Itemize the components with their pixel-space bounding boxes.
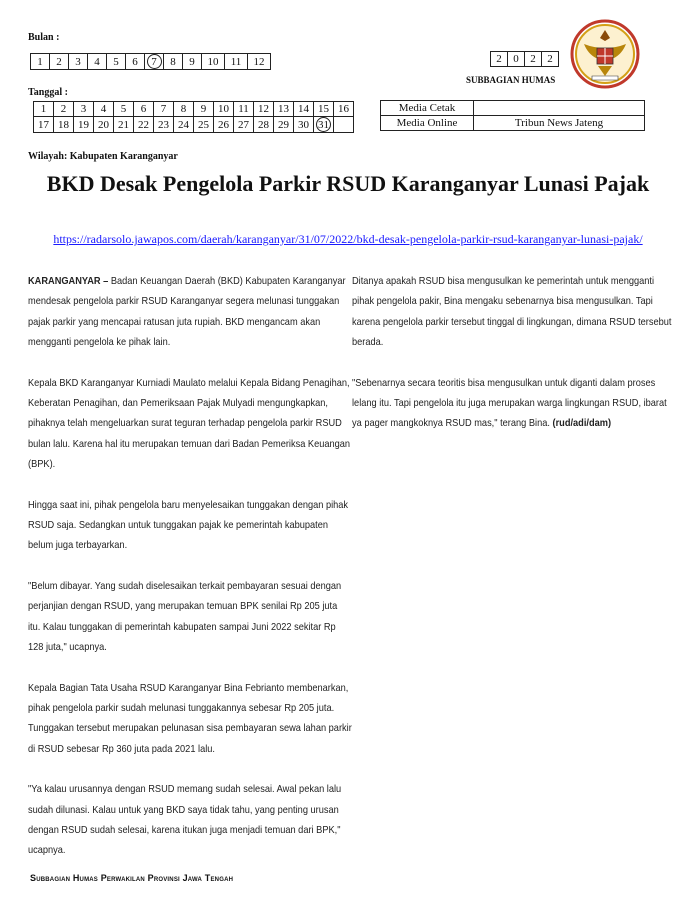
grid-cell: 19 [74,117,94,133]
dateline: KARANGANYAR – [28,275,109,287]
paragraph: "Belum dibayar. Yang sudah diselesaikan terkait pembayaran sesuai dengan perjanjian dengan RSUD, yang merupakan temuan BPK senilai Rp 205 juta itu. Kalau tunggakan di pemerintah kabupaten sampai Juni 2022 sekitar Rp 128 juta," ucapnya. [28,579,342,654]
grid-cell: 14 [294,102,314,117]
grid-cell: 2 [54,102,74,117]
grid-cell: 17 [34,117,54,133]
grid-cell: 9 [183,54,202,70]
grid-cell: 13 [274,102,294,117]
media-table [380,100,645,131]
paragraph: Hingga saat ini, pihak pengelola baru menyelesaikan tunggakan dengan pihak RSUD saja. Sedangkan untuk tunggakan pajak ke pemerintah kabupaten belum juga terbayarkan. [28,498,349,552]
grid-cell: 2 [525,52,542,67]
grid-cell: 27 [234,117,254,133]
article-title: BKD Desak Pengelola Parkir RSUD Karanganyar Lunasi Pajak [46,171,650,196]
paragraph: "Sebenarnya secara teoritis bisa mengusulkan untuk diganti dalam proses lelang itu. Tapi pengelola itu juga merupakan warga lingkungan RSUD, ibarat ya pager mangkoknya RSUD mas," terang Bina. (rud/adi/dam) [352,376,667,430]
wilayah-label: Wilayah: Kabupaten Karanganyar [28,151,178,162]
tanggal-label: Tanggal : [28,87,68,98]
media-online-label: Media Online [381,116,474,131]
grid-cell: 24 [174,117,194,133]
article-left-column [28,271,352,881]
grid-cell: 26 [214,117,234,133]
grid-cell [145,54,164,70]
media-cetak-value [474,101,645,116]
paragraph: Ditanya apakah RSUD bisa mengusulkan ke pemerintah untuk mengganti pihak pengelola pakir, Bina mengaku sebenarnya bisa mengusulkan. Tapi karena pengelola parkir tersebut tinggal di lingkungan, dimana RSUD tersebut berada. [352,275,672,349]
grid-cell: 4 [88,54,107,70]
grid-cell: 6 [134,102,154,117]
article-right-column [352,271,674,454]
grid-cell: 7 [154,102,174,117]
grid-cell: 8 [164,54,183,70]
grid-cell: 23 [154,117,174,133]
unit-label: SUBBAGIAN HUMAS [466,75,556,85]
grid-cell: 28 [254,117,274,133]
selected-marker: 7 [147,54,162,69]
paragraph: Kepala BKD Karanganyar Kurniadi Maulato melalui Kepala Bidang Penagihan, Keberatan Penagihan, dan Pemeriksaan Pajak Mulyadi mengungkapkan, pihaknya telah mengeluarkan surat teguran terhadap pengelola parkir RSUD bulan lalu. Karena hal itu merupakan temuan dari Badan Pemeriksa Keuangan (BPK). [28,376,351,471]
grid-cell: 3 [74,102,94,117]
grid-cell: 11 [225,54,248,70]
grid-cell: 2 [50,54,69,70]
grid-cell: 21 [114,117,134,133]
grid-cell: 2 [491,52,508,67]
credit: (rud/adi/dam) [552,417,612,430]
grid-cell: 2 [542,52,559,67]
grid-cell: 5 [114,102,134,117]
grid-cell: 10 [214,102,234,117]
grid-cell: 25 [194,117,214,133]
grid-cell: 10 [202,54,225,70]
grid-cell [314,117,334,133]
grid-cell: 20 [94,117,114,133]
media-online-value: Tribun News Jateng [474,116,645,131]
grid-cell: 12 [254,102,274,117]
grid-cell: 8 [174,102,194,117]
paragraph: KARANGANYAR – Badan Keuangan Daerah (BKD) Kabupaten Karanganyar mendesak pengelola parkir RSUD Karanganyar segera melunasi tunggakan pajak parkir yang mencapai ratusan juta rupiah. BKD mengancam akan mengganti pengelola ke pihak lain. [28,275,346,349]
paragraph: "Ya kalau urusannya dengan RSUD memang sudah selesai. Awal pekan lalu sudah dilunasi. Kalau untuk yang BKD saya tidak tahu, yang penting urusan dengan RSUD sudah selesai, karena itukan juga menjadi temuan dari BPK," ucapnya. [28,783,342,857]
grid-cell: 30 [294,117,314,133]
grid-cell: 3 [69,54,88,70]
grid-cell: 15 [314,102,334,117]
grid-cell: 29 [274,117,294,133]
grid-cell: 16 [334,102,354,117]
grid-cell: 1 [31,54,50,70]
year-grid [490,51,559,67]
month-grid [30,53,271,70]
grid-cell: 9 [194,102,214,117]
grid-cell: 18 [54,117,74,133]
footer-text: Subbagian Humas Perwakilan Provinsi Jawa Tengah [30,873,234,883]
garuda-emblem-icon [570,18,640,90]
grid-cell: 1 [34,102,54,117]
grid-cell: 11 [234,102,254,117]
paragraph: Kepala Bagian Tata Usaha RSUD Karanganyar Bina Febrianto membenarkan, pihak pengelola parkir sudah melunasi tunggakannya sebesar Rp 205 juta. Tunggakan tersebut merupakan pelunasan sisa pembayaran sewa lahan parkir di RSUD sebesar Rp 360 juta pada 2021 lalu. [28,681,352,755]
bulan-label: Bulan : [28,32,60,43]
date-grid [33,101,354,133]
selected-marker: 31 [318,119,329,131]
grid-cell: 12 [248,54,271,70]
grid-cell: 22 [134,117,154,133]
grid-cell: 4 [94,102,114,117]
grid-cell [334,117,354,133]
grid-cell: 6 [126,54,145,70]
article-url-link[interactable]: https://radarsolo.jawapos.com/daerah/karanganyar/31/07/2022/bkd-desak-pengelola-parkir-rsud-karanganyar-lunasi-pajak/ [53,232,643,246]
grid-cell: 5 [107,54,126,70]
grid-cell: 0 [508,52,525,67]
media-cetak-label: Media Cetak [381,101,474,116]
